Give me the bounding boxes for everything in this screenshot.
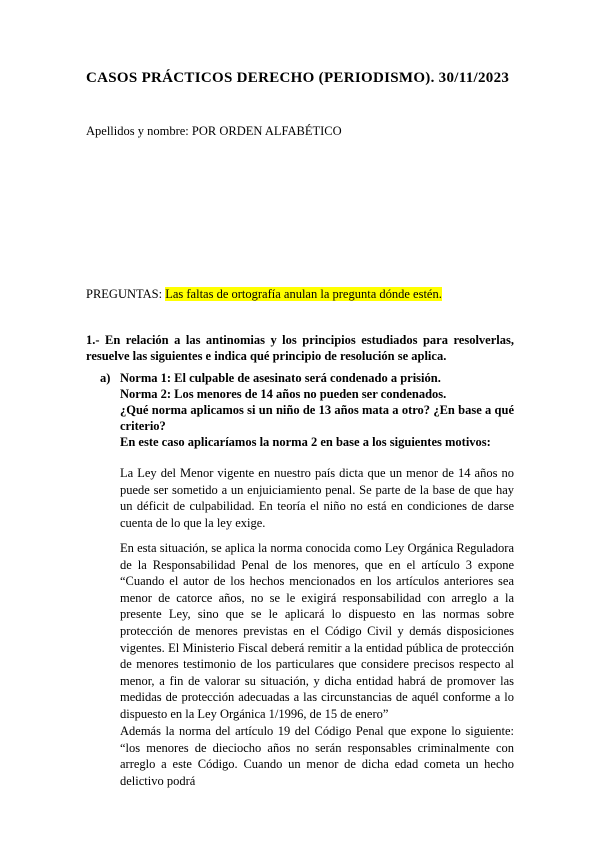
spelling-warning: Las faltas de ortografía anulan la pregunta dónde estén.: [165, 287, 442, 301]
question-1-heading: 1.- En relación a las antinomias y los principios estudiados para resolverlas, resuelve las siguientes e indica qué principio de resolución se aplica.: [86, 333, 514, 363]
document-title: CASOS PRÁCTICOS DERECHO (PERIODISMO). 30/11/2023: [86, 70, 510, 86]
answer-paragraph-2: En esta situación, se aplica la norma conocida como Ley Orgánica Reguladora de la Responsabilidad Penal de los menores, que en el artículo 3 expone “Cuando el autor de los hechos mencionados en los artículos anteriores sea menor de catorce años, no se le exigirá responsabilidad con arreglo a la presente Ley, sino que se le aplicará lo dispuesto en las normas sobre protección de menores previstas en el Código Civil y demás disposiciones vigentes. El Ministerio Fiscal deberá remitir a la entidad pública de protección de menores testimonio de los particulares que considere precisos respecto al menor, a fin de valorar su situación, y dicha entidad habrá de promover las medidas de protección adecuadas a las circunstancias de aquél conforme a lo dispuesto en la Ley Orgánica 1/1996, de 15 de enero”: [120, 541, 514, 721]
questions-label: PREGUNTAS:: [86, 287, 163, 301]
norm-2-line: Norma 2: Los menores de 14 años no pueden ser condenados.: [120, 387, 447, 401]
answer-paragraph-1: La Ley del Menor vigente en nuestro país dicta que un menor de 14 años no puede ser sometido a un enjuiciamiento penal. Se parte de la base de que hay un déficit de culpabilidad. En teoría el niño no está en condiciones de darse cuenta de lo que la ley exige.: [120, 466, 514, 530]
answer-paragraph-3: Además la norma del artículo 19 del Código Penal que expone lo siguiente: “los menores de dieciocho años no serán responsables criminalmente con arreglo a este Código. Cuando un menor de dicha edad cometa un hecho delictivo podrá: [120, 724, 514, 788]
answer-intro-line: En este caso aplicaríamos la norma 2 en base a los siguientes motivos:: [120, 435, 491, 449]
questions-heading: [86, 287, 442, 302]
names-line: Apellidos y nombre: POR ORDEN ALFABÉTICO: [86, 124, 342, 138]
question-line: ¿Qué norma aplicamos si un niño de 13 años mata a otro? ¿En base a qué criterio?: [120, 403, 514, 433]
item-marker: a): [100, 371, 111, 385]
norm-1-line: Norma 1: El culpable de asesinato será condenado a prisión.: [120, 371, 441, 385]
